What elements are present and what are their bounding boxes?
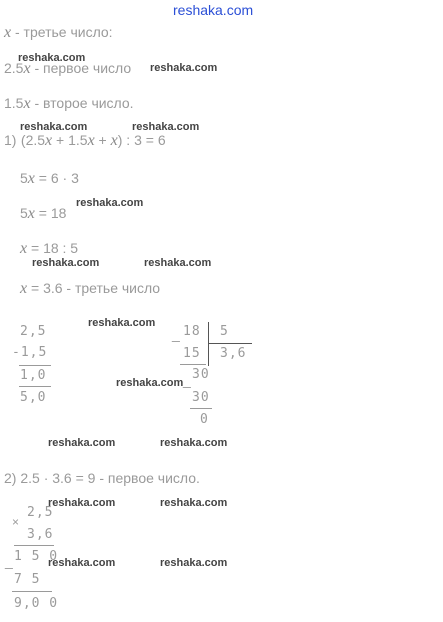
- watermark: reshaka.com: [150, 62, 218, 74]
- step1-eq-a: 5x = 6 · 3: [20, 170, 79, 187]
- watermark: reshaka.com: [32, 257, 100, 269]
- step1-eq-d: x = 3.6 - третье число: [20, 280, 161, 297]
- division-bar: [208, 322, 209, 366]
- site-title: reshaka.com: [173, 2, 254, 18]
- watermark: reshaka.com: [76, 197, 144, 209]
- line-second-number: 1.5x - второе число.: [4, 95, 134, 112]
- divisor-line: [208, 343, 252, 344]
- watermark: reshaka.com: [160, 557, 228, 569]
- watermark: reshaka.com: [132, 121, 200, 133]
- step1-eq-c: x = 18 : 5: [20, 240, 79, 257]
- line-third-number: x - третье число:: [4, 24, 113, 41]
- sum-line: [19, 386, 51, 387]
- step1-equation: 1) (2.5x + 1.5x + x) : 3 = 6: [4, 132, 166, 149]
- step2-equation: 2) 2.5 · 3.6 = 9 - первое число.: [4, 470, 200, 486]
- watermark: reshaka.com: [160, 437, 228, 449]
- line-first-number: 2.5x - первое число: [4, 60, 132, 77]
- watermark: reshaka.com: [160, 497, 228, 509]
- watermark: reshaka.com: [144, 257, 212, 269]
- watermark: reshaka.com: [48, 497, 116, 509]
- sum-line: [19, 365, 51, 366]
- watermark: reshaka.com: [48, 437, 116, 449]
- step1-eq-b: 5x = 18: [20, 205, 67, 222]
- var-x: x: [4, 24, 12, 41]
- watermark: reshaka.com: [20, 121, 88, 133]
- watermark: reshaka.com: [18, 52, 86, 64]
- watermark: reshaka.com: [88, 317, 156, 329]
- watermark: reshaka.com: [116, 377, 184, 389]
- watermark: reshaka.com: [48, 557, 116, 569]
